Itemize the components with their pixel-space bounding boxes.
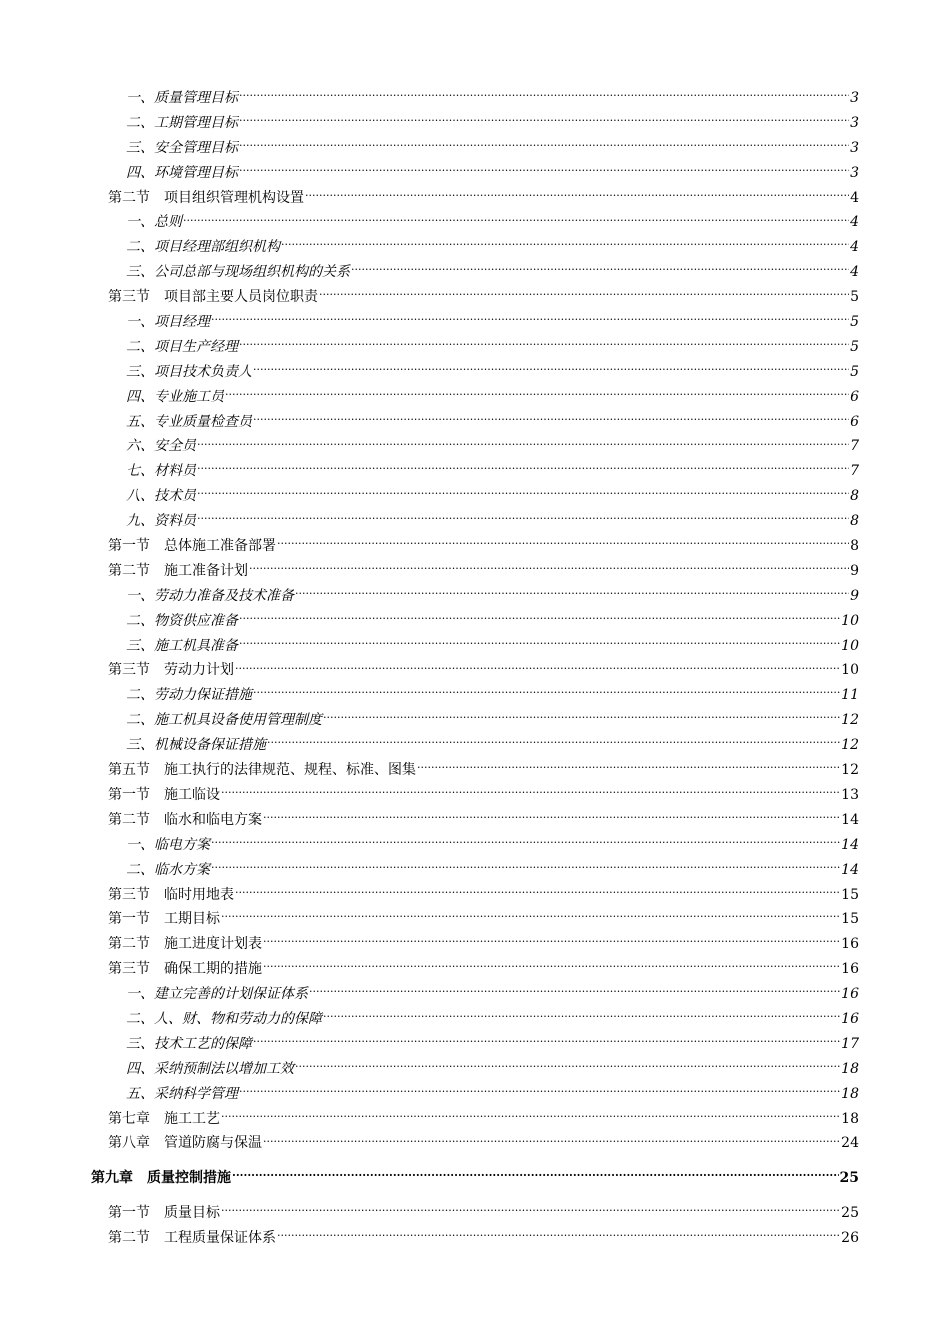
toc-entry-number: 一、 (126, 90, 154, 106)
toc-dot-leader (263, 959, 840, 973)
toc-dot-leader (197, 511, 849, 525)
toc-entry-page-number: 6 (850, 413, 859, 430)
toc-dot-leader (253, 412, 849, 426)
toc-dot-leader (323, 1009, 840, 1023)
toc-entry-number: 第三节 (108, 961, 150, 978)
toc-entry-title: 临电方案 (154, 836, 210, 853)
toc-entry-label (126, 1082, 238, 1107)
toc-entry-title: 总体施工准备部署 (164, 538, 276, 555)
toc-entry-label (126, 410, 252, 435)
toc-dot-leader (197, 436, 849, 450)
toc-entry-page-number: 18 (841, 1085, 859, 1102)
toc-dot-leader (239, 138, 849, 152)
toc-entry-label (108, 758, 416, 783)
toc-dot-leader (221, 785, 840, 799)
toc-entry-title: 采纳预制法以增加工效 (154, 1060, 294, 1077)
toc-entry-page-number: 4 (850, 214, 859, 231)
toc-entry-label (108, 1226, 276, 1251)
toc-entry-section[interactable] (108, 186, 859, 211)
toc-entry-section[interactable] (108, 534, 859, 559)
toc-entry-number: 三、 (126, 139, 154, 156)
toc-entry-title: 确保工期的措施 (164, 961, 262, 978)
toc-entry-page-number: 15 (841, 886, 859, 903)
toc-entry-title: 项目部主要人员岗位职责 (164, 289, 318, 306)
toc-dot-leader (239, 1084, 840, 1098)
toc-dot-leader (239, 88, 849, 102)
toc-entry-number: 第三节 (108, 662, 150, 679)
toc-entry-section[interactable] (108, 907, 859, 932)
toc-entry-page-number: 16 (841, 936, 859, 953)
toc-entry-section[interactable] (108, 783, 859, 808)
toc-entry-title: 安全管理目标 (154, 139, 238, 156)
toc-entry-label (108, 658, 234, 683)
toc-entry-number: 三、 (126, 363, 154, 380)
toc-entry-title: 项目经理部组织机构 (154, 239, 280, 256)
toc-entry-label (108, 883, 234, 908)
toc-entry-sub[interactable] (126, 982, 859, 1007)
toc-dot-leader (239, 163, 849, 177)
toc-entry-sub[interactable] (126, 136, 859, 161)
toc-entry-page-number: 16 (841, 1010, 859, 1027)
toc-entry-label (126, 459, 196, 484)
toc-entry-page-number: 9 (850, 562, 859, 579)
toc-entry-label (126, 86, 238, 111)
toc-entry-number: 第七章 (108, 1110, 150, 1127)
toc-entry-number: 二、 (126, 239, 154, 256)
toc-entry-title: 机械设备保证措施 (154, 737, 266, 754)
toc-dot-leader (253, 1034, 840, 1048)
toc-entry-page-number: 18 (841, 1060, 859, 1077)
toc-dot-leader (221, 1109, 840, 1123)
toc-entry-title: 劳动力保证措施 (154, 687, 252, 704)
toc-entry-title: 质量控制措施 (147, 1170, 231, 1187)
toc-entry-page-number: 12 (841, 737, 859, 754)
toc-entry-sub[interactable] (126, 86, 859, 111)
toc-dot-leader (211, 312, 849, 326)
toc-dot-leader (183, 212, 849, 226)
toc-entry-sub[interactable] (126, 360, 859, 385)
toc-entry-section[interactable] (108, 1226, 859, 1251)
toc-entry-section[interactable] (108, 957, 859, 982)
toc-entry-label (126, 161, 238, 186)
toc-entry-number: 第二节 (108, 811, 150, 828)
toc-entry-title: 质量目标 (164, 1205, 220, 1222)
toc-entry-label (108, 559, 248, 584)
toc-entry-title: 工程质量保证体系 (164, 1230, 276, 1247)
toc-dot-leader (197, 461, 849, 475)
toc-entry-number: 八、 (126, 488, 154, 505)
toc-dot-leader (235, 660, 840, 674)
toc-entry-number: 第一节 (108, 538, 150, 555)
toc-entry-label (108, 1131, 262, 1156)
toc-dot-leader (417, 760, 840, 774)
toc-entry-sub[interactable] (126, 111, 859, 136)
toc-entry-number: 七、 (126, 463, 154, 480)
toc-entry-label (126, 136, 238, 161)
toc-entry-sub[interactable] (126, 335, 859, 360)
toc-entry-page-number: 6 (850, 388, 859, 405)
toc-entry-title: 施工工艺 (164, 1110, 220, 1127)
toc-entry-label (126, 509, 196, 534)
toc-entry-label (126, 210, 182, 235)
toc-entry-title: 工期目标 (164, 911, 220, 928)
toc-entry-number: 四、 (126, 388, 154, 405)
toc-dot-leader (211, 835, 840, 849)
toc-dot-leader (197, 486, 849, 500)
toc-entry-title: 管道防腐与保温 (164, 1135, 262, 1152)
toc-entry-label (108, 186, 304, 211)
toc-entry-title: 安全员 (154, 438, 196, 455)
toc-entry-number: 四、 (126, 1060, 154, 1077)
toc-entry-page-number: 8 (850, 488, 859, 505)
toc-dot-leader (277, 1228, 840, 1242)
toc-entry-sub[interactable] (126, 708, 859, 733)
toc-entry-sub[interactable] (126, 858, 859, 883)
toc-entry-section[interactable] (108, 285, 859, 310)
toc-entry-sub[interactable] (126, 161, 859, 186)
toc-dot-leader (211, 860, 840, 874)
toc-entry-page-number: 18 (841, 1110, 859, 1127)
toc-entry-sub[interactable] (126, 609, 859, 634)
toc-entry-number: 二、 (126, 687, 154, 704)
toc-entry-number: 二、 (126, 712, 154, 729)
toc-entry-sub[interactable] (126, 1032, 859, 1057)
toc-entry-page-number: 4 (850, 189, 859, 206)
toc-entry-sub[interactable] (126, 1007, 859, 1032)
toc-entry-title: 专业质量检查员 (154, 413, 252, 430)
toc-entry-label (126, 111, 238, 136)
toc-entry-page-number: 15 (841, 911, 859, 928)
toc-entry-title: 项目生产经理 (154, 338, 238, 355)
toc-entry-section[interactable] (108, 1201, 859, 1226)
toc-entry-number: 第一节 (108, 1205, 150, 1222)
toc-entry-title: 技术工艺的保障 (154, 1035, 252, 1052)
toc-entry-sub[interactable] (126, 683, 859, 708)
toc-entry-label (108, 907, 220, 932)
toc-entry-title: 技术员 (154, 488, 196, 505)
toc-entry-sub[interactable] (126, 1057, 859, 1082)
toc-entry-title: 质量管理目标 (154, 90, 238, 106)
toc-entry-number: 五、 (126, 413, 154, 430)
toc-entry-page-number: 24 (841, 1135, 859, 1152)
toc-dot-leader (263, 1133, 840, 1147)
toc-entry-title: 人、财、物和劳动力的保障 (154, 1010, 322, 1027)
toc-entry-page-number: 10 (841, 637, 859, 654)
toc-entry-title: 劳动力准备及技术准备 (154, 587, 294, 604)
toc-entry-label (108, 932, 262, 957)
toc-entry-title: 总则 (154, 214, 182, 231)
toc-entry-number: 四、 (126, 164, 154, 181)
toc-dot-leader (239, 113, 849, 127)
toc-entry-sub[interactable] (126, 833, 859, 858)
toc-entry-label (126, 609, 238, 634)
toc-entry-page-number: 16 (841, 961, 859, 978)
toc-entry-sub[interactable] (126, 210, 859, 235)
toc-entry-page-number: 14 (841, 811, 859, 828)
toc-dot-leader (235, 885, 840, 899)
toc-entry-label (126, 1057, 294, 1082)
toc-entry-title: 施工准备计划 (164, 562, 248, 579)
toc-entry-sub[interactable] (126, 509, 859, 534)
toc-entry-page-number: 5 (850, 363, 859, 380)
toc-dot-leader (295, 586, 849, 600)
toc-entry-title: 项目组织管理机构设置 (164, 189, 304, 206)
toc-entry-sub[interactable] (126, 484, 859, 509)
toc-dot-leader (239, 611, 840, 625)
toc-dot-leader (221, 1203, 840, 1217)
toc-entry-section[interactable] (108, 559, 859, 584)
toc-entry-page-number: 5 (850, 338, 859, 355)
toc-entry-title: 项目技术负责人 (154, 363, 252, 380)
toc-entry-page-number: 8 (850, 538, 859, 555)
toc-entry-label (126, 584, 294, 609)
toc-entry-title: 施工执行的法律规范、规程、标准、图集 (164, 762, 416, 779)
toc-entry-sub[interactable] (126, 310, 859, 335)
toc-entry-label (126, 634, 238, 659)
toc-entry-section[interactable] (108, 883, 859, 908)
toc-entry-section[interactable] (108, 758, 859, 783)
toc-entry-title: 项目经理 (154, 314, 210, 331)
toc-entry-number: 第九章 (91, 1170, 133, 1187)
toc-entry-number: 第三节 (108, 886, 150, 903)
toc-entry-label (108, 957, 262, 982)
toc-entry-number: 三、 (126, 737, 154, 754)
toc-entry-title: 施工临设 (164, 786, 220, 803)
toc-entry-page-number: 7 (850, 438, 859, 455)
toc-entry-label (126, 708, 322, 733)
toc-entry-chapter[interactable] (91, 1166, 859, 1191)
toc-entry-number: 五、 (126, 1085, 154, 1102)
toc-entry-number: 三、 (126, 1035, 154, 1052)
toc-entry-label (126, 833, 210, 858)
toc-entry-page-number: 3 (850, 164, 859, 181)
toc-entry-number: 三、 (126, 264, 154, 281)
toc-entry-label (108, 1107, 220, 1132)
toc-entry-page-number: 25 (841, 1205, 859, 1222)
toc-entry-number: 一、 (126, 986, 154, 1003)
toc-dot-leader (323, 710, 840, 724)
toc-dot-leader (225, 387, 849, 401)
toc-entry-title: 临水和临电方案 (164, 811, 262, 828)
toc-entry-page-number: 5 (850, 289, 859, 306)
toc-entry-page-number: 14 (841, 861, 859, 878)
toc-entry-number: 第一节 (108, 786, 150, 803)
toc-entry-page-number: 12 (841, 762, 859, 779)
toc-entry-title: 临时用地表 (164, 886, 234, 903)
toc-entry-page-number: 17 (841, 1035, 859, 1052)
toc-entry-number: 第二节 (108, 189, 150, 206)
toc-entry-number: 第八章 (108, 1135, 150, 1152)
toc-entry-title: 施工机具准备 (154, 637, 238, 654)
toc-dot-leader (232, 1168, 839, 1182)
toc-entry-sub[interactable] (126, 410, 859, 435)
toc-entry-label (108, 285, 318, 310)
toc-entry-number: 一、 (126, 587, 154, 604)
toc-entry-label (126, 733, 266, 758)
toc-entry-sub[interactable] (126, 434, 859, 459)
table-of-contents (0, 86, 950, 1251)
toc-entry-title: 环境管理目标 (154, 164, 238, 181)
toc-entry-label (126, 858, 210, 883)
toc-entry-number: 第二节 (108, 562, 150, 579)
toc-entry-page-number: 5 (850, 314, 859, 331)
toc-entry-number: 二、 (126, 612, 154, 629)
toc-entry-number: 六、 (126, 438, 154, 455)
toc-dot-leader (249, 561, 849, 575)
toc-dot-leader (221, 909, 840, 923)
toc-entry-number: 一、 (126, 314, 154, 331)
toc-entry-number: 三、 (126, 637, 154, 654)
toc-entry-page-number: 12 (841, 712, 859, 729)
toc-entry-number: 二、 (126, 861, 154, 878)
toc-entry-page-number: 25 (839, 1170, 859, 1187)
toc-entry-page-number: 8 (850, 513, 859, 530)
toc-entry-sub[interactable] (126, 235, 859, 260)
toc-dot-leader (253, 685, 840, 699)
toc-dot-leader (253, 362, 849, 376)
toc-entry-section[interactable] (108, 932, 859, 957)
toc-entry-title: 劳动力计划 (164, 662, 234, 679)
toc-entry-title: 建立完善的计划保证体系 (154, 986, 308, 1003)
toc-entry-page-number: 4 (850, 239, 859, 256)
toc-dot-leader (267, 735, 840, 749)
toc-entry-number: 第二节 (108, 936, 150, 953)
toc-dot-leader (277, 536, 849, 550)
toc-dot-leader (239, 337, 849, 351)
toc-entry-number: 第五节 (108, 762, 150, 779)
toc-entry-title: 公司总部与现场组织机构的关系 (154, 264, 350, 281)
toc-dot-leader (263, 934, 840, 948)
toc-entry-title: 工期管理目标 (154, 114, 238, 131)
toc-entry-label (91, 1166, 231, 1191)
toc-entry-title: 材料员 (154, 463, 196, 480)
toc-entry-label (108, 1201, 220, 1226)
toc-entry-title: 专业施工员 (154, 388, 224, 405)
toc-entry-section[interactable] (108, 1107, 859, 1132)
toc-entry-label (126, 360, 252, 385)
toc-entry-number: 二、 (126, 114, 154, 131)
toc-entry-label (108, 783, 220, 808)
toc-entry-page-number: 9 (850, 587, 859, 604)
toc-entry-page-number: 14 (841, 836, 859, 853)
toc-entry-sub[interactable] (126, 1082, 859, 1107)
toc-entry-sub[interactable] (126, 260, 859, 285)
toc-dot-leader (309, 984, 840, 998)
toc-entry-label (126, 235, 280, 260)
toc-dot-leader (281, 237, 849, 251)
toc-entry-label (126, 385, 224, 410)
toc-entry-number: 二、 (126, 1010, 154, 1027)
toc-entry-section[interactable] (108, 1131, 859, 1156)
toc-entry-label (126, 1007, 322, 1032)
toc-entry-page-number: 3 (850, 114, 859, 131)
toc-entry-section[interactable] (108, 658, 859, 683)
toc-entry-label (126, 484, 196, 509)
toc-entry-page-number: 3 (850, 90, 859, 106)
toc-entry-label (126, 434, 196, 459)
toc-entry-title: 临水方案 (154, 861, 210, 878)
toc-entry-page-number: 26 (841, 1230, 859, 1247)
toc-dot-leader (305, 188, 849, 202)
toc-entry-sub[interactable] (126, 733, 859, 758)
toc-entry-sub[interactable] (126, 584, 859, 609)
toc-entry-section[interactable] (108, 808, 859, 833)
toc-entry-page-number: 10 (841, 612, 859, 629)
toc-entry-page-number: 4 (850, 264, 859, 281)
toc-entry-label (108, 534, 276, 559)
toc-entry-label (126, 1032, 252, 1057)
toc-entry-page-number: 16 (841, 986, 859, 1003)
toc-entry-page-number: 10 (841, 662, 859, 679)
toc-entry-label (126, 310, 210, 335)
toc-entry-title: 施工进度计划表 (164, 936, 262, 953)
toc-entry-title: 采纳科学管理 (154, 1085, 238, 1102)
toc-entry-number: 九、 (126, 513, 154, 530)
toc-entry-sub[interactable] (126, 385, 859, 410)
toc-entry-sub[interactable] (126, 459, 859, 484)
toc-entry-page-number: 7 (850, 463, 859, 480)
toc-entry-number: 第三节 (108, 289, 150, 306)
toc-dot-leader (319, 287, 849, 301)
toc-entry-label (126, 982, 308, 1007)
toc-entry-label (126, 260, 350, 285)
toc-entry-label (126, 683, 252, 708)
toc-entry-sub[interactable] (126, 634, 859, 659)
toc-dot-leader (239, 636, 840, 650)
toc-dot-leader (295, 1059, 840, 1073)
toc-entry-title: 资料员 (154, 513, 196, 530)
toc-entry-number: 一、 (126, 836, 154, 853)
toc-entry-title: 施工机具设备使用管理制度 (154, 712, 322, 729)
toc-entry-label (126, 335, 238, 360)
toc-entry-number: 二、 (126, 338, 154, 355)
toc-entry-page-number: 3 (850, 139, 859, 156)
toc-entry-number: 第一节 (108, 911, 150, 928)
toc-entry-label (108, 808, 262, 833)
toc-dot-leader (263, 810, 840, 824)
toc-dot-leader (351, 262, 849, 276)
toc-entry-title: 物资供应准备 (154, 612, 238, 629)
toc-entry-number: 一、 (126, 214, 154, 231)
toc-entry-number: 第二节 (108, 1230, 150, 1247)
toc-entry-page-number: 13 (841, 786, 859, 803)
toc-entry-page-number: 11 (841, 687, 859, 704)
